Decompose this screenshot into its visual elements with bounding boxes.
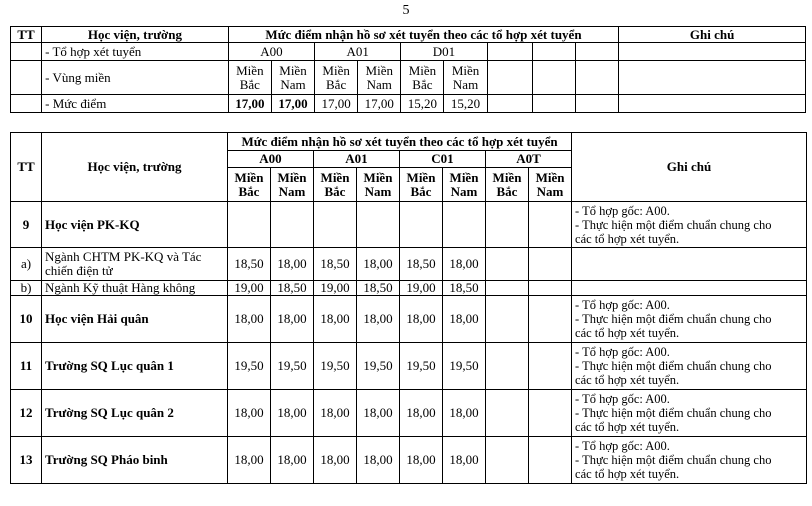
score-cell: 19,00 [314,281,357,296]
combo-header: A01 [314,151,400,168]
region-cell: Miền Bắc [401,61,444,95]
note-line: các tổ hợp xét tuyển. [575,420,680,434]
score-cell: 19,00 [228,281,271,296]
score-cell: 18,00 [400,296,443,343]
score-cell: 18,00 [443,390,486,437]
score-cell: 18,00 [271,390,314,437]
region-cell: Miền Bắc [315,61,358,95]
score-cell: 18,00 [271,296,314,343]
note-line: - Tổ hợp gốc: A00. [575,203,670,218]
school-name: Trường SQ Lục quân 1 [42,343,228,390]
score-cell [486,202,529,248]
table-row [11,281,807,296]
combo-row-label: - Tổ hợp xét tuyển [42,43,229,61]
score-cell: 18,50 [443,281,486,296]
score-cell: 17,00 [271,95,314,113]
region-header: Miền Nam [271,168,314,202]
score-cell [486,390,529,437]
note-line: - Thực hiện một điểm chuẩn chung cho [575,312,772,326]
row-number: 11 [11,343,42,390]
note-line: các tổ hợp xét tuyển. [575,326,680,340]
school-name: Học viện PK-KQ [42,202,228,248]
score-cell: 15,20 [444,95,487,113]
score-cell: 19,50 [271,343,314,390]
score-cell [486,437,529,484]
score-cell: 19,50 [314,343,357,390]
note-header: Ghi chú [619,27,806,43]
score-table-1 [10,26,806,113]
score-cell: 17,00 [358,95,401,113]
score-cell [400,202,443,248]
table-row [11,202,807,248]
score-table-2 [10,132,807,484]
note-line: - Tổ hợp gốc: A00. [575,392,670,406]
score-row-label: - Mức điểm [42,95,229,113]
combo-header: A0T [486,151,572,168]
region-cell: Miền Nam [271,61,314,95]
note-line: - Thực hiện một điểm chuẩn chung cho [575,406,772,420]
score-cell: 18,00 [271,248,314,281]
row-number: 9 [11,202,42,248]
score-cell: 19,50 [443,343,486,390]
score-cell: 18,00 [400,390,443,437]
school-name: Học viện Hải quân [42,296,228,343]
note-line: - Tổ hợp gốc: A00. [575,345,670,359]
row-number: 13 [11,437,42,484]
note-cell [572,390,807,437]
region-cell: Miền Nam [444,61,487,95]
note-cell [572,248,807,281]
score-cell: 18,00 [357,296,400,343]
score-cell [529,437,572,484]
tt-header: TT [11,27,42,43]
note-cell [572,296,807,343]
region-header: Miền Bắc [314,168,357,202]
score-cell: 18,00 [314,390,357,437]
row-number: 12 [11,390,42,437]
score-cell: 17,00 [315,95,358,113]
note-line: - Tổ hợp gốc: A00. [575,298,670,312]
region-header: Miền Bắc [400,168,443,202]
score-cell [228,202,271,248]
note-line: - Tổ hợp gốc: A00. [575,439,670,453]
school-header: Học viện, trường [42,133,228,202]
note-line: các tổ hợp xét tuyển. [575,373,680,387]
score-cell: 18,00 [314,437,357,484]
score-cell: 18,50 [228,248,271,281]
score-cell: 18,50 [314,248,357,281]
score-cell: 18,50 [400,248,443,281]
region-row-label: - Vùng miền [42,61,229,95]
score-cell: 18,00 [357,437,400,484]
score-cell [529,248,572,281]
score-cell: 18,00 [228,437,271,484]
region-cell: Miền Bắc [228,61,271,95]
note-cell [572,343,807,390]
score-cell: 19,50 [228,343,271,390]
score-cell [314,202,357,248]
combo-cell: A00 [228,43,314,61]
score-cell [271,202,314,248]
score-cell: 18,00 [228,296,271,343]
table-row [11,437,807,484]
score-cell: 18,00 [357,390,400,437]
scores-header: Mức điểm nhận hồ sơ xét tuyển theo các tổ hợp xét tuyển [228,133,572,151]
note-line: - Thực hiện một điểm chuẩn chung cho [575,217,772,232]
row-number: 10 [11,296,42,343]
score-cell [486,281,529,296]
row-number: a) [11,248,42,281]
note-line: các tổ hợp xét tuyển. [575,231,680,246]
table-row [11,390,807,437]
combo-header: A00 [228,151,314,168]
combo-header: C01 [400,151,486,168]
page-number: 5 [402,3,410,18]
table-row [11,296,807,343]
score-cell [357,202,400,248]
school-name: Ngành CHTM PK-KQ và Tác chiến điện tử [42,248,228,281]
region-header: Miền Bắc [486,168,529,202]
combo-cell: A01 [315,43,401,61]
score-cell: 18,00 [314,296,357,343]
note-line: - Thực hiện một điểm chuẩn chung cho [575,359,772,373]
note-line: - Thực hiện một điểm chuẩn chung cho [575,453,772,467]
region-header: Miền Nam [529,168,572,202]
score-cell: 18,00 [443,437,486,484]
note-cell [572,202,807,248]
note-header: Ghi chú [572,133,807,202]
score-cell [529,281,572,296]
school-name: Ngành Kỹ thuật Hàng không [42,281,228,296]
score-cell: 18,00 [443,248,486,281]
school-header: Học viện, trường [42,27,229,43]
score-cell [529,343,572,390]
row-number: b) [11,281,42,296]
score-cell: 18,00 [443,296,486,343]
score-cell: 19,50 [400,343,443,390]
score-cell [529,202,572,248]
score-cell: 18,50 [271,281,314,296]
score-cell: 18,00 [228,390,271,437]
score-cell [486,296,529,343]
score-cell [529,296,572,343]
combo-cell: D01 [401,43,487,61]
score-cell: 19,00 [400,281,443,296]
score-cell [486,343,529,390]
region-header: Miền Nam [443,168,486,202]
note-cell [572,437,807,484]
score-cell: 18,00 [271,437,314,484]
region-header: Miền Bắc [228,168,271,202]
note-cell [572,281,807,296]
region-header: Miền Nam [357,168,400,202]
score-cell [486,248,529,281]
school-name: Trường SQ Lục quân 2 [42,390,228,437]
score-cell: 18,50 [357,281,400,296]
school-name: Trường SQ Pháo binh [42,437,228,484]
tt-header: TT [11,133,42,202]
table-row [11,343,807,390]
score-cell [443,202,486,248]
region-cell: Miền Nam [358,61,401,95]
note-line: các tổ hợp xét tuyển. [575,467,680,481]
score-cell: 19,50 [357,343,400,390]
score-cell: 17,00 [228,95,271,113]
score-cell [529,390,572,437]
score-cell: 15,20 [401,95,444,113]
table-row [11,248,807,281]
score-cell: 18,00 [400,437,443,484]
score-cell: 18,00 [357,248,400,281]
scores-header: Mức điểm nhận hồ sơ xét tuyển theo các tổ hợp xét tuyển [228,27,618,43]
